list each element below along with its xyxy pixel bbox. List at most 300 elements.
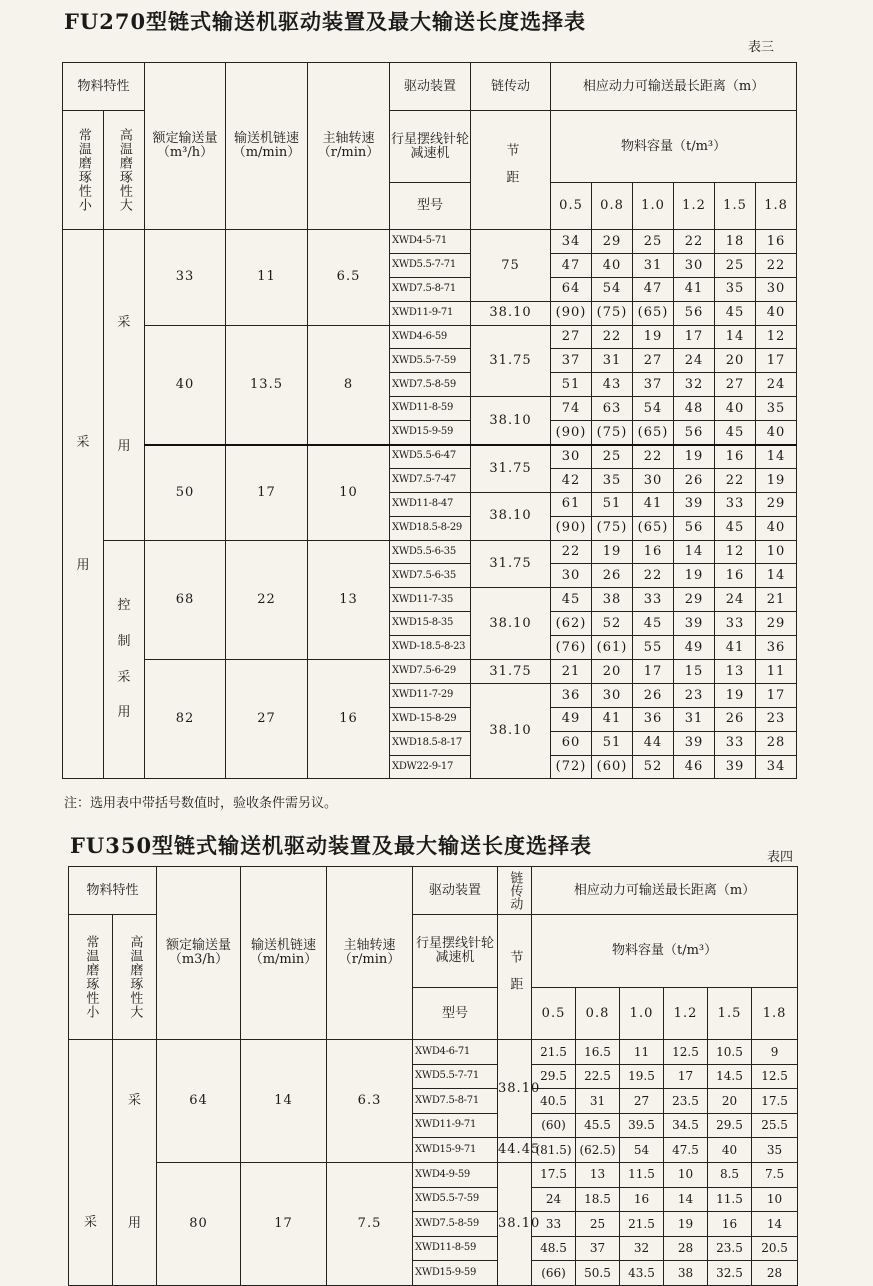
pitch-cell: 38.10 (471, 588, 551, 660)
distance-cell: 33 (633, 588, 674, 612)
distance-cell: 43.5 (620, 1261, 664, 1286)
distance-cell: 52 (592, 612, 633, 636)
pitch-cell: 31.75 (471, 325, 551, 397)
table-row (69, 1162, 798, 1187)
high-temp-header: 高温磨琢性大 (104, 111, 145, 230)
distance-cell: 27 (715, 373, 756, 397)
model-cell: XWD11-9-71 (413, 1113, 498, 1138)
distance-cell: 33 (715, 731, 756, 755)
vertical-char: 采 (128, 1092, 142, 1108)
distance-cell: 54 (620, 1138, 664, 1163)
material-header: 物料特性 (69, 867, 157, 915)
distance-cell: 30 (756, 277, 797, 301)
table-row (63, 230, 797, 254)
distance-cell: 34 (756, 755, 797, 779)
distance-cell: 16 (715, 564, 756, 588)
table4 (68, 866, 798, 1286)
distance-cell: 10 (664, 1162, 708, 1187)
distance-cell: 51 (592, 492, 633, 516)
distance-cell: 27 (633, 349, 674, 373)
distance-cell: 26 (633, 683, 674, 707)
distance-cell: 14.5 (708, 1064, 752, 1089)
distance-cell: 30 (674, 253, 715, 277)
density-col: 1.0 (620, 988, 664, 1040)
vertical-char: 用 (117, 438, 131, 454)
distance-cell: 17.5 (532, 1162, 576, 1187)
distance-cell: 28 (664, 1236, 708, 1261)
table4-label: 表四 (767, 850, 794, 865)
vertical-char: 采 (117, 315, 131, 331)
distance-cell: (72) (551, 755, 592, 779)
table3-title: FU270型链式输送机驱动装置及最大输送长度选择表 (64, 9, 587, 34)
table-row (69, 1040, 798, 1065)
shaft-speed-cell: 10 (308, 445, 390, 541)
distance-cell: 31 (592, 349, 633, 373)
reducer-header: 行星摆线针轮减速机 (390, 111, 471, 183)
distance-cell: 54 (633, 397, 674, 421)
distance-cell: 36 (551, 683, 592, 707)
normal-temp-column (69, 1040, 113, 1286)
model-cell: XWD-18.5-8-23 (390, 636, 471, 660)
density-col: 1.8 (752, 988, 798, 1040)
distance-cell: 45 (715, 301, 756, 325)
distance-cell: 22 (715, 468, 756, 492)
distance-cell: 33 (715, 612, 756, 636)
distance-cell: 29.5 (532, 1064, 576, 1089)
distance-cell: 33 (532, 1212, 576, 1237)
distance-cell: 11.5 (708, 1187, 752, 1212)
distance-cell: 30 (592, 683, 633, 707)
distance-cell: 41 (715, 636, 756, 660)
distance-cell: 45.5 (576, 1113, 620, 1138)
pitch-cell: 38.10 (471, 397, 551, 445)
density-header: 物料容量（t/m³） (532, 915, 798, 988)
distance-cell: 21.5 (620, 1212, 664, 1237)
model-cell: XWD11-8-59 (390, 397, 471, 421)
distance-cell: 60 (551, 731, 592, 755)
distance-cell: 17 (756, 683, 797, 707)
model-cell: XWD15-8-35 (390, 612, 471, 636)
distance-cell: 15 (674, 660, 715, 684)
table3 (62, 62, 797, 779)
distance-cell: 40 (756, 516, 797, 540)
distance-cell: 14 (715, 325, 756, 349)
distance-cell: 21.5 (532, 1040, 576, 1065)
shaft-speed-cell: 6.3 (327, 1040, 413, 1163)
distance-cell: 56 (674, 301, 715, 325)
density-col: 1.5 (708, 988, 752, 1040)
model-cell: XWD5.5-7-71 (390, 253, 471, 277)
chain-header: 链传动 (498, 867, 532, 915)
distance-cell: 64 (551, 277, 592, 301)
distance-cell: 17 (674, 325, 715, 349)
distance-cell: 35 (715, 277, 756, 301)
model-cell: XWD-15-8-29 (390, 707, 471, 731)
distance-cell: 48.5 (532, 1236, 576, 1261)
distance-cell: 34 (551, 230, 592, 254)
distance-cell: 25.5 (752, 1113, 798, 1138)
model-cell: XWD11-8-47 (390, 492, 471, 516)
distance-cell: 36 (633, 707, 674, 731)
model-cell: XWD4-6-71 (413, 1040, 498, 1065)
model-cell: XWD7.5-8-59 (390, 373, 471, 397)
distance-cell: 35 (752, 1138, 798, 1163)
speed-header: 输送机链速（m/min） (241, 867, 327, 1040)
distance-cell: (65) (633, 421, 674, 445)
distance-cell: 17 (633, 660, 674, 684)
distance-cell: 22 (551, 540, 592, 564)
capacity-header: 额定输送量（m³/h） (145, 63, 226, 230)
model-cell: XWD7.5-8-71 (413, 1089, 498, 1114)
distance-cell: 21 (756, 588, 797, 612)
distance-cell: 22 (756, 253, 797, 277)
model-cell: XWD11-8-59 (413, 1236, 498, 1261)
speed-header: 输送机链速（m/min） (226, 63, 308, 230)
model-cell: XWD18.5-8-17 (390, 731, 471, 755)
density-col: 1.8 (756, 183, 797, 230)
distance-cell: (90) (551, 421, 592, 445)
distance-cell: 32 (674, 373, 715, 397)
distance-cell: 19 (664, 1212, 708, 1237)
distance-cell: 20 (715, 349, 756, 373)
pitch-cell: 38.10 (498, 1040, 532, 1138)
distance-cell: 29 (592, 230, 633, 254)
density-header: 物料容量（t/m³） (551, 111, 797, 183)
model-cell: XWD5.5-6-35 (390, 540, 471, 564)
shaft-speed-cell: 8 (308, 325, 390, 444)
chain-speed-cell: 11 (226, 230, 308, 326)
distance-cell: 37 (576, 1236, 620, 1261)
distance-cell: (61) (592, 636, 633, 660)
density-col: 0.5 (551, 183, 592, 230)
distance-cell: (90) (551, 516, 592, 540)
distance-cell: 14 (752, 1212, 798, 1237)
distance-cell: 25 (576, 1212, 620, 1237)
distance-cell: 14 (756, 564, 797, 588)
distance-cell: 7.5 (752, 1162, 798, 1187)
capacity-cell: 64 (157, 1040, 241, 1163)
table3-note: 注：选用表中带括号数值时，验收条件需另议。 (64, 796, 338, 811)
distance-cell: (60) (532, 1113, 576, 1138)
distance-cell: 51 (551, 373, 592, 397)
model-cell: XWD4-6-59 (390, 325, 471, 349)
distance-cell: 11 (756, 660, 797, 684)
distance-cell: 13 (715, 660, 756, 684)
distance-cell: 16 (708, 1212, 752, 1237)
distance-cell: 51 (592, 731, 633, 755)
density-col: 1.0 (633, 183, 674, 230)
vertical-char: 采 (83, 1214, 97, 1230)
distance-cell: 18.5 (576, 1187, 620, 1212)
pitch-cell: 38.10 (498, 1162, 532, 1285)
high-temp-header: 高温磨琢性大 (113, 915, 157, 1040)
distance-header: 相应动力可输送最长距离（m） (551, 63, 797, 111)
distance-cell: 42 (551, 468, 592, 492)
capacity-cell: 33 (145, 230, 226, 326)
distance-cell: 8.5 (708, 1162, 752, 1187)
distance-cell: 74 (551, 397, 592, 421)
distance-cell: 39.5 (620, 1113, 664, 1138)
drive-header: 驱动装置 (390, 63, 471, 111)
density-col: 0.5 (532, 988, 576, 1040)
model-cell: XWD4-5-71 (390, 230, 471, 254)
distance-cell: (65) (633, 301, 674, 325)
pitch-cell: 75 (471, 230, 551, 302)
shaft-header: 主轴转速（r/min） (327, 867, 413, 1040)
distance-cell: 13 (576, 1162, 620, 1187)
material-header: 物料特性 (63, 63, 145, 111)
model-cell: XWD15-9-59 (390, 421, 471, 445)
distance-cell: 22 (674, 230, 715, 254)
capacity-cell: 80 (157, 1162, 241, 1285)
model-cell: XWD11-7-29 (390, 683, 471, 707)
model-cell: XDW22-9-17 (390, 755, 471, 779)
table-row (63, 660, 797, 684)
vertical-char: 采 (76, 434, 90, 450)
distance-cell: 56 (674, 516, 715, 540)
distance-cell: 22.5 (576, 1064, 620, 1089)
distance-cell: 24 (756, 373, 797, 397)
distance-cell: 22 (592, 325, 633, 349)
distance-cell: 43 (592, 373, 633, 397)
distance-cell: 46 (674, 755, 715, 779)
pitch-cell: 38.10 (471, 683, 551, 779)
model-cell: XWD5.5-7-59 (390, 349, 471, 373)
distance-cell: 19 (674, 445, 715, 469)
table-row (63, 540, 797, 564)
capacity-cell: 68 (145, 540, 226, 659)
pitch-cell: 44.45 (498, 1138, 532, 1163)
pitch-cell: 31.75 (471, 660, 551, 684)
distance-cell: 36 (756, 636, 797, 660)
distance-cell: 19 (756, 468, 797, 492)
distance-cell: 38 (664, 1261, 708, 1286)
distance-cell: 29.5 (708, 1113, 752, 1138)
distance-cell: 30 (551, 445, 592, 469)
distance-cell: 23.5 (664, 1089, 708, 1114)
distance-cell: 26 (674, 468, 715, 492)
table-row (63, 325, 797, 349)
pitch-header: 节距 (498, 915, 532, 1040)
distance-cell: 17.5 (752, 1089, 798, 1114)
distance-cell: 45 (715, 421, 756, 445)
pitch-cell: 38.10 (471, 301, 551, 325)
distance-cell: 39 (674, 731, 715, 755)
distance-cell: 33 (715, 492, 756, 516)
distance-cell: 29 (756, 492, 797, 516)
shaft-speed-cell: 13 (308, 540, 390, 659)
distance-cell: 11 (620, 1040, 664, 1065)
vertical-char: 控 (117, 598, 131, 614)
distance-cell: 37 (633, 373, 674, 397)
distance-cell: 14 (674, 540, 715, 564)
distance-cell: 41 (592, 707, 633, 731)
distance-cell: 61 (551, 492, 592, 516)
distance-cell: 19.5 (620, 1064, 664, 1089)
shaft-header: 主轴转速（r/min） (308, 63, 390, 230)
distance-cell: 47 (551, 253, 592, 277)
model-header: 型号 (390, 183, 471, 230)
distance-cell: 24 (715, 588, 756, 612)
shaft-speed-cell: 16 (308, 660, 390, 779)
density-col: 1.2 (664, 988, 708, 1040)
model-cell: XWD15-9-59 (413, 1261, 498, 1286)
distance-cell: 12 (756, 325, 797, 349)
density-col: 0.8 (576, 988, 620, 1040)
distance-cell: 25 (633, 230, 674, 254)
distance-cell: (60) (592, 755, 633, 779)
model-cell: XWD11-9-71 (390, 301, 471, 325)
distance-cell: (62.5) (576, 1138, 620, 1163)
distance-cell: 19 (592, 540, 633, 564)
distance-cell: 9 (752, 1040, 798, 1065)
distance-cell: 40 (715, 397, 756, 421)
distance-cell: 25 (592, 445, 633, 469)
vertical-char: 用 (76, 558, 90, 574)
distance-cell: 23.5 (708, 1236, 752, 1261)
density-col: 1.5 (715, 183, 756, 230)
high-temp-column (104, 540, 145, 779)
distance-cell: 14 (664, 1187, 708, 1212)
distance-cell: 28 (756, 731, 797, 755)
distance-cell: 16.5 (576, 1040, 620, 1065)
distance-cell: 39 (715, 755, 756, 779)
distance-cell: 40 (756, 421, 797, 445)
distance-cell: 21 (551, 660, 592, 684)
distance-cell: 12.5 (752, 1064, 798, 1089)
model-cell: XWD4-9-59 (413, 1162, 498, 1187)
distance-cell: 39 (674, 492, 715, 516)
distance-cell: (75) (592, 421, 633, 445)
distance-cell: (75) (592, 516, 633, 540)
distance-cell: 22 (633, 564, 674, 588)
distance-cell: 45 (715, 516, 756, 540)
pitch-cell: 38.10 (471, 492, 551, 540)
density-col: 1.2 (674, 183, 715, 230)
distance-cell: 32.5 (708, 1261, 752, 1286)
distance-cell: 40.5 (532, 1089, 576, 1114)
distance-cell: 17 (756, 349, 797, 373)
distance-cell: 19 (715, 683, 756, 707)
distance-cell: 28 (752, 1261, 798, 1286)
model-cell: XWD18.5-8-29 (390, 516, 471, 540)
distance-cell: 16 (620, 1187, 664, 1212)
distance-cell: 27 (620, 1089, 664, 1114)
pitch-cell: 31.75 (471, 540, 551, 588)
distance-cell: 44 (633, 731, 674, 755)
distance-cell: 31 (633, 253, 674, 277)
distance-cell: (66) (532, 1261, 576, 1286)
distance-cell: 32 (620, 1236, 664, 1261)
model-header: 型号 (413, 988, 498, 1040)
distance-cell: 18 (715, 230, 756, 254)
distance-cell: 50.5 (576, 1261, 620, 1286)
vertical-char: 用 (128, 1216, 142, 1232)
chain-speed-cell: 13.5 (226, 325, 308, 444)
distance-cell: (81.5) (532, 1138, 576, 1163)
distance-cell: 38 (592, 588, 633, 612)
distance-cell: 34.5 (664, 1113, 708, 1138)
distance-cell: (62) (551, 612, 592, 636)
distance-cell: 16 (756, 230, 797, 254)
distance-cell: 54 (592, 277, 633, 301)
distance-cell: 14 (756, 445, 797, 469)
distance-cell: 10 (752, 1187, 798, 1212)
model-cell: XWD5.5-6-47 (390, 445, 471, 469)
distance-cell: 45 (551, 588, 592, 612)
distance-cell: 55 (633, 636, 674, 660)
distance-cell: 35 (756, 397, 797, 421)
distance-cell: 19 (674, 564, 715, 588)
distance-cell: 22 (633, 445, 674, 469)
model-cell: XWD7.5-7-47 (390, 468, 471, 492)
distance-cell: 41 (674, 277, 715, 301)
pitch-cell: 31.75 (471, 445, 551, 493)
distance-cell: 30 (551, 564, 592, 588)
distance-cell: 40 (708, 1138, 752, 1163)
chain-speed-cell: 17 (226, 445, 308, 541)
distance-header: 相应动力可输送最长距离（m） (532, 867, 798, 915)
distance-cell: 49 (551, 707, 592, 731)
model-cell: XWD7.5-8-71 (390, 277, 471, 301)
distance-cell: 52 (633, 755, 674, 779)
chain-header: 链传动 (471, 63, 551, 111)
pitch-header: 节距 (471, 111, 551, 230)
model-cell: XWD11-7-35 (390, 588, 471, 612)
drive-header: 驱动装置 (413, 867, 498, 915)
table4-title: FU350型链式输送机驱动装置及最大输送长度选择表 (70, 833, 593, 858)
distance-cell: 24 (674, 349, 715, 373)
capacity-cell: 50 (145, 445, 226, 541)
distance-cell: 16 (715, 445, 756, 469)
high-temp-column (113, 1040, 157, 1286)
distance-cell: 25 (715, 253, 756, 277)
table-row (63, 445, 797, 469)
vertical-char: 制 (117, 633, 131, 649)
model-cell: XWD15-9-71 (413, 1138, 498, 1163)
shaft-speed-cell: 7.5 (327, 1162, 413, 1285)
density-col: 0.8 (592, 183, 633, 230)
distance-cell: 48 (674, 397, 715, 421)
distance-cell: 16 (633, 540, 674, 564)
distance-cell: 39 (674, 612, 715, 636)
capacity-header: 额定输送量（m3/h） (157, 867, 241, 1040)
normal-temp-header: 常温磨琢性小 (63, 111, 104, 230)
distance-cell: 26 (715, 707, 756, 731)
capacity-cell: 40 (145, 325, 226, 444)
distance-cell: 27 (551, 325, 592, 349)
model-cell: XWD5.5-7-59 (413, 1187, 498, 1212)
vertical-char: 采 (117, 669, 131, 685)
distance-cell: 29 (674, 588, 715, 612)
distance-cell: 17 (664, 1064, 708, 1089)
distance-cell: 45 (633, 612, 674, 636)
distance-cell: 49 (674, 636, 715, 660)
model-cell: XWD7.5-6-35 (390, 564, 471, 588)
distance-cell: 29 (756, 612, 797, 636)
distance-cell: 20 (592, 660, 633, 684)
chain-speed-cell: 22 (226, 540, 308, 659)
normal-temp-header: 常温磨琢性小 (69, 915, 113, 1040)
distance-cell: 63 (592, 397, 633, 421)
distance-cell: (75) (592, 301, 633, 325)
distance-cell: 20.5 (752, 1236, 798, 1261)
distance-cell: 31 (674, 707, 715, 731)
distance-cell: (65) (633, 516, 674, 540)
distance-cell: 40 (756, 301, 797, 325)
distance-cell: (76) (551, 636, 592, 660)
distance-cell: 41 (633, 492, 674, 516)
